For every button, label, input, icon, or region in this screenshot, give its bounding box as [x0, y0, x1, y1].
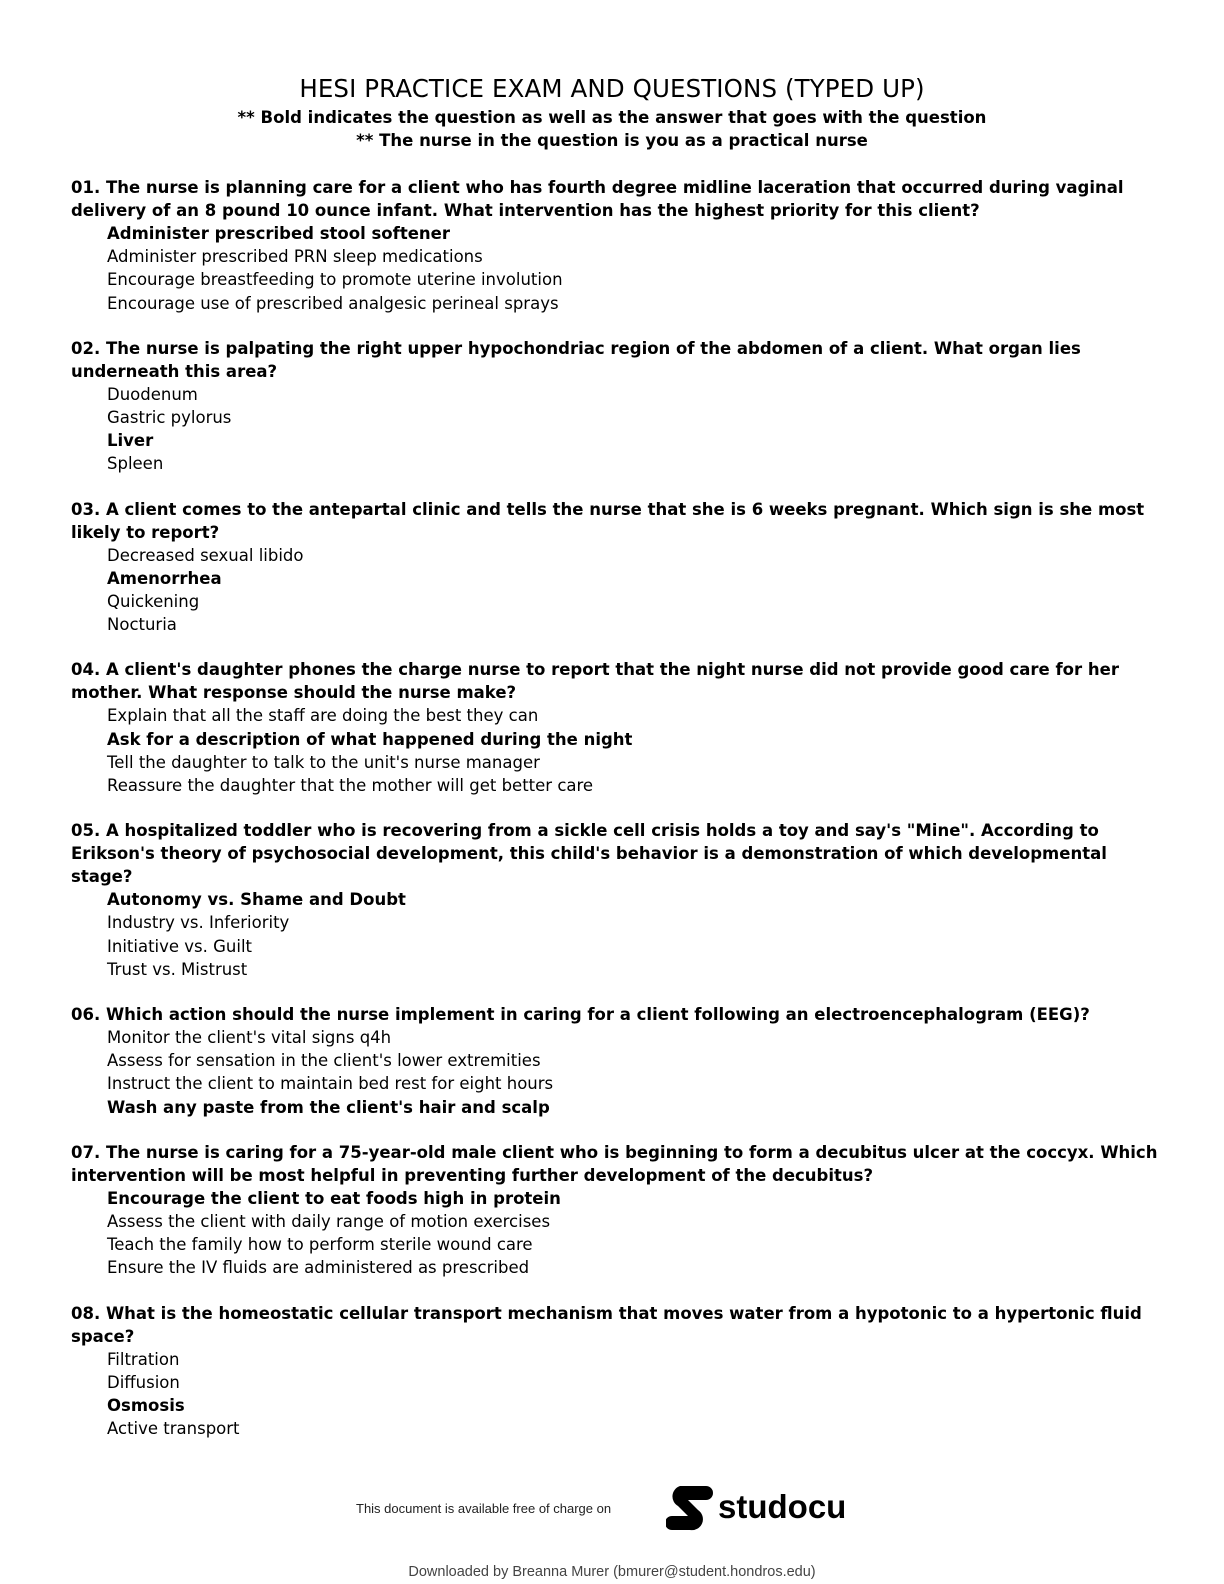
answer-option: Administer prescribed PRN sleep medications — [107, 247, 483, 267]
correct-answer-option: Administer prescribed stool softener — [107, 224, 450, 243]
subtitle-bold-note: ** Bold indicates the question as well as the answer that goes with the question — [237, 108, 987, 127]
question-block — [71, 176, 1161, 315]
answer-options — [71, 888, 1161, 981]
answer-options — [71, 704, 1161, 797]
question-text: 07. The nurse is caring for a 75-year-old male client who is beginning to form a decubitus ulcer at the coccyx. Which intervention will be most helpful in preventing further development of the decubitus? — [71, 1142, 1158, 1185]
answer-options — [71, 544, 1161, 637]
page-title: HESI PRACTICE EXAM AND QUESTIONS (TYPED UP) — [299, 74, 925, 103]
question-block — [71, 337, 1161, 476]
answer-options — [71, 1026, 1161, 1119]
correct-answer-option: Wash any paste from the client's hair and scalp — [107, 1097, 550, 1117]
question-block — [71, 819, 1161, 981]
question-block — [71, 1003, 1161, 1119]
answer-options — [71, 1348, 1161, 1441]
correct-answer-option: Osmosis — [107, 1396, 185, 1416]
correct-answer-option: Encourage the client to eat foods high in protein — [107, 1188, 561, 1208]
question-text: 01. The nurse is planning care for a client who has fourth degree midline laceration that occurred during vaginal delivery of an 8 pound 10 ounce infant. What intervention has the highest priority for this client? — [71, 178, 1124, 220]
answer-option: Reassure the daughter that the mother will get better care — [107, 776, 594, 796]
footer-banner — [356, 1484, 876, 1536]
availability-text: This document is available free of charge on — [356, 1501, 612, 1516]
correct-answer-option: Autonomy vs. Shame and Doubt — [107, 890, 406, 910]
answer-option: Ensure the IV fluids are administered as prescribed — [107, 1258, 530, 1278]
answer-options — [71, 222, 1161, 315]
subtitle-nurse-note: ** The nurse in the question is you as a practical nurse — [356, 131, 868, 150]
answer-options — [71, 383, 1161, 476]
answer-option: Diffusion — [107, 1372, 180, 1392]
correct-answer-option: Ask for a description of what happened during the night — [107, 729, 633, 749]
question-block — [71, 498, 1161, 637]
answer-option: Quickening — [107, 592, 200, 612]
answer-option: Spleen — [107, 454, 164, 474]
question-list — [71, 176, 1161, 1463]
answer-option: Decreased sexual libido — [107, 545, 304, 565]
answer-option: Assess the client with daily range of motion exercises — [107, 1212, 551, 1232]
answer-options — [71, 1187, 1161, 1280]
answer-option: Tell the daughter to talk to the unit's nurse manager — [107, 752, 540, 772]
answer-option: Active transport — [107, 1419, 240, 1439]
question-text: 02. The nurse is palpating the right upper hypochondriac region of the abdomen of a client. What organ lies underneath this area? — [71, 338, 1081, 381]
answer-option: Initiative vs. Guilt — [107, 936, 253, 956]
correct-answer-option: Amenorrhea — [107, 568, 222, 588]
answer-option: Teach the family how to perform sterile wound care — [107, 1235, 533, 1255]
answer-option: Filtration — [107, 1349, 180, 1369]
downloaded-by-text: Downloaded by Breanna Murer (bmurer@student.hondros.edu) — [408, 1564, 816, 1580]
question-block — [71, 1302, 1161, 1441]
question-text: 06. Which action should the nurse implement in caring for a client following an electroencephalogram (EEG)? — [71, 1005, 1090, 1025]
question-text: 04. A client's daughter phones the charge nurse to report that the night nurse did not provide good care for her mother. What response should the nurse make? — [71, 660, 1119, 703]
answer-option: Nocturia — [107, 615, 177, 635]
answer-option: Encourage breastfeeding to promote uterine involution — [107, 270, 563, 290]
answer-option: Encourage use of prescribed analgesic perineal sprays — [107, 293, 559, 313]
correct-answer-option: Liver — [107, 431, 154, 451]
answer-option: Explain that all the staff are doing the best they can — [107, 706, 539, 726]
question-text: 08. What is the homeostatic cellular transport mechanism that moves water from a hypotonic to a hypertonic fluid space? — [71, 1303, 1142, 1346]
question-block — [71, 1141, 1161, 1280]
answer-option: Instruct the client to maintain bed rest for eight hours — [107, 1074, 554, 1094]
question-block — [71, 658, 1161, 797]
answer-option: Assess for sensation in the client's lower extremities — [107, 1051, 541, 1071]
answer-option: Duodenum — [107, 384, 198, 404]
studocu-logo-icon — [666, 1484, 714, 1534]
question-text: 03. A client comes to the antepartal clinic and tells the nurse that she is 6 weeks pregnant. Which sign is she most likely to report? — [71, 499, 1145, 542]
answer-option: Gastric pylorus — [107, 408, 232, 428]
answer-option: Trust vs. Mistrust — [107, 959, 248, 979]
answer-option: Industry vs. Inferiority — [107, 913, 290, 933]
studocu-logo-text: studocu — [718, 1488, 847, 1525]
question-text: 05. A hospitalized toddler who is recovering from a sickle cell crisis holds a toy and say's "Mine". According to Erikson's theory of psychosocial development, this child's behavior is a demonstration of which developmental stage? — [71, 821, 1107, 887]
answer-option: Monitor the client's vital signs q4h — [107, 1028, 392, 1048]
